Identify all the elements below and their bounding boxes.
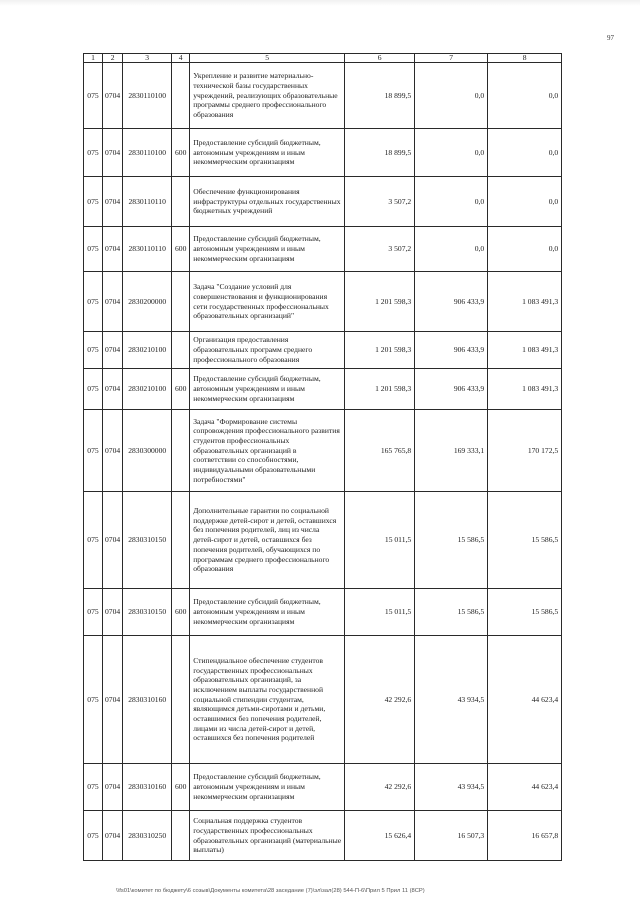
code-target: 2830110110 [123, 177, 172, 227]
code-ministry: 075 [84, 589, 103, 636]
code-ministry: 075 [84, 129, 103, 177]
description: Предоставление субсидий бюджетным, автономным учреждениям и иным некоммерческим организациям [190, 764, 345, 811]
amount-year-3: 15 586,5 [488, 492, 562, 589]
table-row [84, 369, 562, 410]
code-section: 0704 [103, 227, 123, 272]
amount-year-1: 1 201 598,3 [345, 332, 415, 369]
table-row [84, 272, 562, 332]
description: Предоставление субсидий бюджетным, автономным учреждениям и иным некоммерческим организациям [190, 227, 345, 272]
amount-year-2: 0,0 [415, 227, 488, 272]
amount-year-2: 169 333,1 [415, 410, 488, 492]
code-ministry: 075 [84, 492, 103, 589]
code-target: 2830110110 [123, 227, 172, 272]
table-row [84, 227, 562, 272]
amount-year-2: 0,0 [415, 177, 488, 227]
amount-year-1: 1 201 598,3 [345, 272, 415, 332]
code-section: 0704 [103, 811, 123, 861]
footer-file-path: \\fs01\комитет по бюджету\6 созыв\Документы комитета\28 заседание (7)\эл\зал(28) 544-П-6\Прил 5 Прил 11 (8СР) [116, 888, 425, 894]
header-cell-4: 4 [172, 54, 190, 63]
amount-year-2: 43 934,5 [415, 764, 488, 811]
code-ministry: 075 [84, 332, 103, 369]
table-row [84, 636, 562, 764]
amount-year-2: 906 433,9 [415, 332, 488, 369]
amount-year-1: 1 201 598,3 [345, 369, 415, 410]
code-expense-type: 600 [172, 369, 190, 410]
code-expense-type [172, 811, 190, 861]
description: Задача "Формирование системы сопровождения профессионального развития студентов профессиональных образовательных организаций в соответствии со способностями, индивидуальными образовательными потребностями" [190, 410, 345, 492]
amount-year-2: 15 586,5 [415, 492, 488, 589]
code-ministry: 075 [84, 63, 103, 129]
amount-year-3: 0,0 [488, 227, 562, 272]
code-section: 0704 [103, 369, 123, 410]
code-expense-type [172, 332, 190, 369]
description: Укрепление и развитие материально-технической базы государственных учреждений, реализующих образовательные программы среднего профессионального образования [190, 63, 345, 129]
code-section: 0704 [103, 332, 123, 369]
code-section: 0704 [103, 129, 123, 177]
amount-year-3: 0,0 [488, 129, 562, 177]
header-cell-6: 6 [345, 54, 415, 63]
code-target: 2830110100 [123, 129, 172, 177]
amount-year-1: 165 765,8 [345, 410, 415, 492]
code-expense-type: 600 [172, 227, 190, 272]
header-cell-3: 3 [123, 54, 172, 63]
table-row [84, 410, 562, 492]
code-expense-type: 600 [172, 129, 190, 177]
table-row [84, 811, 562, 861]
table-row [84, 492, 562, 589]
amount-year-1: 18 899,5 [345, 129, 415, 177]
header-cell-2: 2 [103, 54, 123, 63]
description: Стипендиальное обеспечение студентов государственных профессиональных образовательных организаций, за исключением выплаты государственной социальной стипендии студентам, являющимся детьми-сиротами и детьми, оставшимися без попечения родителей, лицами из числа детей-сирот и детей, оставшихся без попечения родителей [190, 636, 345, 764]
amount-year-3: 170 172,5 [488, 410, 562, 492]
header-cell-5: 5 [190, 54, 345, 63]
amount-year-2: 0,0 [415, 63, 488, 129]
amount-year-2: 43 934,5 [415, 636, 488, 764]
amount-year-1: 42 292,6 [345, 636, 415, 764]
budget-table [83, 53, 562, 861]
table-row [84, 129, 562, 177]
code-section: 0704 [103, 63, 123, 129]
code-section: 0704 [103, 764, 123, 811]
code-target: 2830210100 [123, 332, 172, 369]
amount-year-1: 15 011,5 [345, 492, 415, 589]
amount-year-1: 15 626,4 [345, 811, 415, 861]
code-ministry: 075 [84, 177, 103, 227]
code-section: 0704 [103, 492, 123, 589]
code-ministry: 075 [84, 369, 103, 410]
table-row [84, 63, 562, 129]
table-row [84, 177, 562, 227]
description: Задача "Создание условий для совершенствования и функционирования сети государственных профессиональных образовательных организаций" [190, 272, 345, 332]
amount-year-3: 0,0 [488, 63, 562, 129]
code-target: 2830300000 [123, 410, 172, 492]
header-row [84, 54, 562, 63]
amount-year-2: 0,0 [415, 129, 488, 177]
amount-year-1: 3 507,2 [345, 177, 415, 227]
code-section: 0704 [103, 177, 123, 227]
table-row [84, 764, 562, 811]
amount-year-2: 906 433,9 [415, 369, 488, 410]
amount-year-3: 1 083 491,3 [488, 369, 562, 410]
amount-year-3: 44 623,4 [488, 636, 562, 764]
amount-year-3: 1 083 491,3 [488, 332, 562, 369]
code-ministry: 075 [84, 272, 103, 332]
amount-year-3: 15 586,5 [488, 589, 562, 636]
amount-year-2: 15 586,5 [415, 589, 488, 636]
code-ministry: 075 [84, 811, 103, 861]
description: Дополнительные гарантии по социальной поддержке детей-сирот и детей, оставшихся без попечения родителей, лиц из числа детей-сирот и детей, оставшихся без попечения родителей, обучающихся по программам среднего профессионального образования [190, 492, 345, 589]
code-section: 0704 [103, 410, 123, 492]
amount-year-3: 44 623,4 [488, 764, 562, 811]
code-ministry: 075 [84, 410, 103, 492]
code-ministry: 075 [84, 227, 103, 272]
description: Организация предоставления образовательных программ среднего профессионального образования [190, 332, 345, 369]
code-section: 0704 [103, 589, 123, 636]
code-section: 0704 [103, 272, 123, 332]
header-cell-8: 8 [488, 54, 562, 63]
code-target: 2830310250 [123, 811, 172, 861]
code-expense-type: 600 [172, 764, 190, 811]
code-ministry: 075 [84, 764, 103, 811]
amount-year-3: 1 083 491,3 [488, 272, 562, 332]
page-number: 97 [607, 34, 614, 42]
amount-year-1: 18 899,5 [345, 63, 415, 129]
code-expense-type [172, 63, 190, 129]
code-expense-type [172, 177, 190, 227]
amount-year-1: 15 011,5 [345, 589, 415, 636]
code-expense-type [172, 272, 190, 332]
code-expense-type [172, 410, 190, 492]
code-section: 0704 [103, 636, 123, 764]
amount-year-2: 16 507,3 [415, 811, 488, 861]
description: Предоставление субсидий бюджетным, автономным учреждениям и иным некоммерческим организациям [190, 369, 345, 410]
table-row [84, 332, 562, 369]
amount-year-3: 0,0 [488, 177, 562, 227]
code-target: 2830110100 [123, 63, 172, 129]
header-cell-1: 1 [84, 54, 103, 63]
code-target: 2830310150 [123, 492, 172, 589]
table-row [84, 589, 562, 636]
code-target: 2830210100 [123, 369, 172, 410]
description: Предоставление субсидий бюджетным, автономным учреждениям и иным некоммерческим организациям [190, 589, 345, 636]
code-expense-type: 600 [172, 589, 190, 636]
code-target: 2830310160 [123, 764, 172, 811]
code-target: 2830200000 [123, 272, 172, 332]
code-ministry: 075 [84, 636, 103, 764]
code-expense-type [172, 492, 190, 589]
amount-year-1: 3 507,2 [345, 227, 415, 272]
code-target: 2830310160 [123, 636, 172, 764]
amount-year-3: 16 657,8 [488, 811, 562, 861]
header-cell-7: 7 [415, 54, 488, 63]
code-expense-type [172, 636, 190, 764]
amount-year-2: 906 433,9 [415, 272, 488, 332]
scan-edge [0, 0, 640, 6]
code-target: 2830310150 [123, 589, 172, 636]
description: Предоставление субсидий бюджетным, автономным учреждениям и иным некоммерческим организациям [190, 129, 345, 177]
description: Обеспечение функционирования инфраструктуры отдельных государственных бюджетных учреждений [190, 177, 345, 227]
amount-year-1: 42 292,6 [345, 764, 415, 811]
description: Социальная поддержка студентов государственных профессиональных образовательных организаций (материальные выплаты) [190, 811, 345, 861]
